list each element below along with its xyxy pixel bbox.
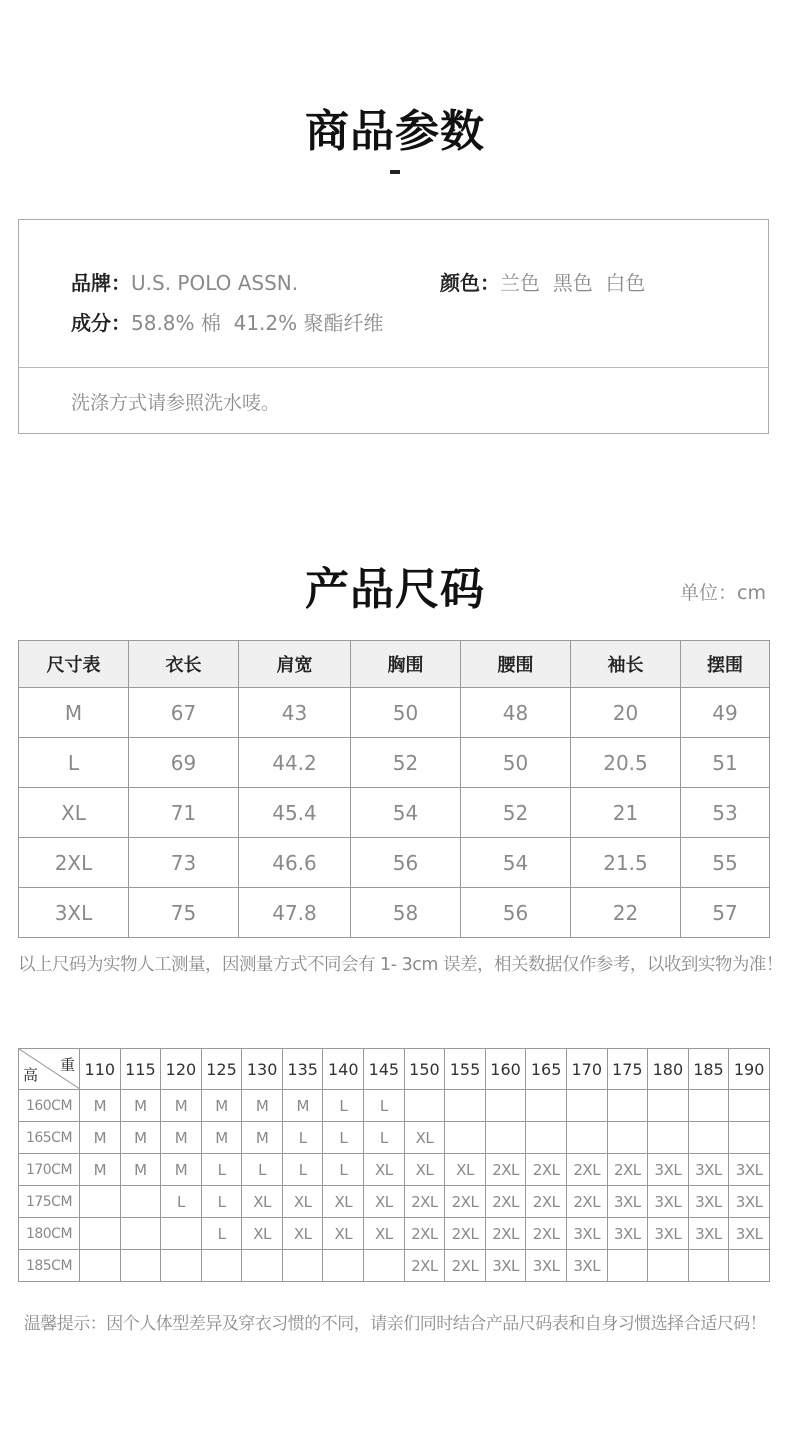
fit-size-cell: XL xyxy=(242,1186,283,1218)
fit-size-cell: M xyxy=(282,1090,323,1122)
fit-size-cell: XL xyxy=(404,1154,445,1186)
fit-size-cell: XL xyxy=(445,1154,486,1186)
size-row xyxy=(19,688,770,738)
fit-size-cell: M xyxy=(80,1090,121,1122)
color-row xyxy=(440,267,645,296)
size-value-cell: 43 xyxy=(239,688,351,738)
weight-header-cell: 150 xyxy=(404,1049,445,1090)
size-value-cell: 67 xyxy=(129,688,239,738)
fit-size-cell xyxy=(526,1122,567,1154)
size-value-cell: 58 xyxy=(351,888,461,938)
size-value-cell: 56 xyxy=(351,838,461,888)
color-value: 兰色 黑色 白色 xyxy=(500,271,646,295)
fit-row xyxy=(19,1154,770,1186)
size-value-cell: 73 xyxy=(129,838,239,888)
size-header-cell: 摆围 xyxy=(681,641,770,688)
weight-header-cell: 175 xyxy=(607,1049,648,1090)
material-row xyxy=(71,307,384,336)
height-label-cell: 175CM xyxy=(19,1186,80,1218)
params-box xyxy=(18,219,769,434)
fit-size-cell xyxy=(242,1250,283,1282)
fit-size-cell: 2XL xyxy=(445,1250,486,1282)
size-value-cell: 75 xyxy=(129,888,239,938)
fit-size-cell xyxy=(485,1090,526,1122)
fit-size-cell: 2XL xyxy=(485,1154,526,1186)
size-value-cell: 21 xyxy=(571,788,681,838)
fit-size-cell xyxy=(323,1250,364,1282)
fit-size-cell xyxy=(485,1122,526,1154)
weight-header-cell: 115 xyxy=(120,1049,161,1090)
size-row xyxy=(19,888,770,938)
fit-size-cell xyxy=(688,1122,729,1154)
weight-header-cell: 160 xyxy=(485,1049,526,1090)
fit-size-cell xyxy=(404,1090,445,1122)
size-row xyxy=(19,788,770,838)
weight-header-row xyxy=(19,1049,770,1090)
fit-size-cell: XL xyxy=(364,1186,405,1218)
brand-value: U.S. POLO ASSN. xyxy=(131,271,299,295)
fit-size-cell: 3XL xyxy=(607,1218,648,1250)
size-header-cell: 肩宽 xyxy=(239,641,351,688)
params-title: 商品参数 xyxy=(305,106,485,157)
fit-size-cell: L xyxy=(282,1154,323,1186)
fit-size-cell: 3XL xyxy=(485,1250,526,1282)
weight-header-cell: 125 xyxy=(201,1049,242,1090)
fit-size-cell: XL xyxy=(364,1154,405,1186)
size-header-cell: 袖长 xyxy=(571,641,681,688)
fit-size-cell: XL xyxy=(323,1186,364,1218)
fit-size-cell: 2XL xyxy=(566,1154,607,1186)
fit-size-cell xyxy=(688,1090,729,1122)
fit-size-cell: L xyxy=(282,1122,323,1154)
fit-size-cell xyxy=(648,1122,689,1154)
fit-size-cell xyxy=(648,1250,689,1282)
fit-size-cell: 3XL xyxy=(648,1186,689,1218)
fit-size-cell: M xyxy=(120,1154,161,1186)
size-value-cell: 21.5 xyxy=(571,838,681,888)
fit-size-cell: 2XL xyxy=(404,1250,445,1282)
height-label-cell: 170CM xyxy=(19,1154,80,1186)
size-value-cell: 51 xyxy=(681,738,770,788)
fit-size-cell: L xyxy=(323,1090,364,1122)
corner-header-cell xyxy=(19,1049,80,1090)
fit-tip: 温馨提示：因个人体型差异及穿衣习惯的不同，请亲们同时结合产品尺码表和自身习惯选择合适尺码！ xyxy=(23,1314,767,1334)
corner-weight-label: 重 xyxy=(59,1056,75,1074)
fit-size-cell xyxy=(729,1250,770,1282)
weight-header-cell: 140 xyxy=(323,1049,364,1090)
title-dash-divider xyxy=(390,170,400,174)
size-value-cell: 55 xyxy=(681,838,770,888)
color-label: 颜色： xyxy=(440,271,500,295)
fit-size-cell xyxy=(201,1250,242,1282)
size-value-cell: 57 xyxy=(681,888,770,938)
fit-size-cell: L xyxy=(201,1154,242,1186)
fit-size-cell xyxy=(282,1250,323,1282)
size-value-cell: 48 xyxy=(461,688,571,738)
size-row xyxy=(19,838,770,888)
fit-size-cell: M xyxy=(201,1122,242,1154)
fit-size-cell: 3XL xyxy=(648,1154,689,1186)
size-table-header xyxy=(19,641,770,688)
size-label-cell: L xyxy=(19,738,129,788)
fit-row xyxy=(19,1186,770,1218)
fit-size-cell: 3XL xyxy=(566,1250,607,1282)
weight-header-cell: 110 xyxy=(80,1049,121,1090)
fit-size-cell: 2XL xyxy=(566,1186,607,1218)
weight-header-cell: 135 xyxy=(282,1049,323,1090)
fit-row xyxy=(19,1218,770,1250)
size-value-cell: 52 xyxy=(351,738,461,788)
fit-size-cell: 3XL xyxy=(729,1154,770,1186)
fit-size-cell: 3XL xyxy=(688,1218,729,1250)
fit-size-cell xyxy=(688,1250,729,1282)
fit-size-cell xyxy=(80,1250,121,1282)
size-value-cell: 50 xyxy=(461,738,571,788)
fit-size-cell xyxy=(607,1250,648,1282)
fit-size-cell xyxy=(607,1090,648,1122)
size-value-cell: 47.8 xyxy=(239,888,351,938)
corner-height-label: 高 xyxy=(23,1066,39,1084)
fit-size-cell: M xyxy=(80,1154,121,1186)
fit-size-cell: XL xyxy=(282,1186,323,1218)
brand-row xyxy=(71,267,298,296)
fit-size-cell: L xyxy=(201,1218,242,1250)
size-value-cell: 54 xyxy=(351,788,461,838)
fit-size-cell: 2XL xyxy=(445,1218,486,1250)
size-value-cell: 22 xyxy=(571,888,681,938)
fit-size-cell xyxy=(80,1218,121,1250)
fit-size-cell: M xyxy=(242,1090,283,1122)
fit-size-cell: L xyxy=(364,1090,405,1122)
fit-size-cell: M xyxy=(120,1090,161,1122)
size-value-cell: 46.6 xyxy=(239,838,351,888)
fit-size-cell: 2XL xyxy=(485,1186,526,1218)
fit-size-cell: 2XL xyxy=(526,1218,567,1250)
size-value-cell: 50 xyxy=(351,688,461,738)
fit-size-cell xyxy=(445,1090,486,1122)
size-value-cell: 71 xyxy=(129,788,239,838)
fit-row xyxy=(19,1090,770,1122)
size-label-cell: 2XL xyxy=(19,838,129,888)
fit-size-cell: 3XL xyxy=(648,1218,689,1250)
fit-size-cell: M xyxy=(120,1122,161,1154)
fit-size-cell: 2XL xyxy=(526,1186,567,1218)
height-label-cell: 160CM xyxy=(19,1090,80,1122)
fit-size-cell: XL xyxy=(282,1218,323,1250)
size-header-cell: 腰围 xyxy=(461,641,571,688)
fit-row xyxy=(19,1122,770,1154)
fit-size-cell: 2XL xyxy=(404,1186,445,1218)
fit-size-cell: XL xyxy=(242,1218,283,1250)
weight-header-cell: 165 xyxy=(526,1049,567,1090)
height-label-cell: 165CM xyxy=(19,1122,80,1154)
fit-size-cell: M xyxy=(161,1122,202,1154)
fit-size-cell xyxy=(729,1122,770,1154)
size-label-cell: 3XL xyxy=(19,888,129,938)
height-label-cell: 185CM xyxy=(19,1250,80,1282)
fit-size-cell: 3XL xyxy=(688,1186,729,1218)
fit-size-cell: M xyxy=(161,1090,202,1122)
fit-size-cell xyxy=(648,1090,689,1122)
wash-note: 洗涤方式请参照洗水唛。 xyxy=(71,392,281,414)
fit-size-cell: L xyxy=(242,1154,283,1186)
size-header-cell: 尺寸表 xyxy=(19,641,129,688)
size-label-cell: XL xyxy=(19,788,129,838)
fit-size-cell xyxy=(729,1090,770,1122)
weight-header-cell: 120 xyxy=(161,1049,202,1090)
height-label-cell: 180CM xyxy=(19,1218,80,1250)
material-value: 58.8% 棉 41.2% 聚酯纤维 xyxy=(131,311,384,335)
material-label: 成分： xyxy=(71,311,131,335)
size-title: 产品尺码 xyxy=(305,564,485,615)
size-value-cell: 45.4 xyxy=(239,788,351,838)
weight-header-cell: 145 xyxy=(364,1049,405,1090)
params-separator xyxy=(19,367,768,368)
size-value-cell: 53 xyxy=(681,788,770,838)
fit-size-cell: XL xyxy=(364,1218,405,1250)
fit-size-cell: M xyxy=(242,1122,283,1154)
fit-size-cell xyxy=(120,1186,161,1218)
fit-size-cell xyxy=(161,1250,202,1282)
fit-size-cell xyxy=(526,1090,567,1122)
fit-size-cell: 3XL xyxy=(729,1186,770,1218)
fit-size-cell xyxy=(566,1090,607,1122)
size-row xyxy=(19,738,770,788)
size-table xyxy=(18,640,770,938)
size-disclaimer: 以上尺码为实物人工测量，因测量方式不同会有 1- 3cm 误差，相关数据仅作参考，以收到实物为准！ xyxy=(18,955,783,975)
size-value-cell: 20.5 xyxy=(571,738,681,788)
fit-size-cell: M xyxy=(161,1154,202,1186)
height-weight-table xyxy=(18,1048,770,1282)
fit-size-cell xyxy=(566,1122,607,1154)
size-value-cell: 20 xyxy=(571,688,681,738)
fit-size-cell: L xyxy=(364,1122,405,1154)
fit-size-cell: 2XL xyxy=(485,1218,526,1250)
fit-size-cell: 3XL xyxy=(566,1218,607,1250)
fit-size-cell: 2XL xyxy=(404,1218,445,1250)
size-label-cell: M xyxy=(19,688,129,738)
fit-size-cell xyxy=(80,1186,121,1218)
fit-row xyxy=(19,1250,770,1282)
size-value-cell: 69 xyxy=(129,738,239,788)
unit-label: 单位：cm xyxy=(680,582,766,604)
fit-size-cell xyxy=(445,1122,486,1154)
fit-size-cell xyxy=(120,1250,161,1282)
fit-size-cell: 2XL xyxy=(526,1154,567,1186)
weight-header-cell: 130 xyxy=(242,1049,283,1090)
fit-size-cell: 3XL xyxy=(688,1154,729,1186)
fit-size-cell: XL xyxy=(404,1122,445,1154)
fit-size-cell: M xyxy=(201,1090,242,1122)
fit-size-cell: L xyxy=(201,1186,242,1218)
weight-header-cell: 190 xyxy=(729,1049,770,1090)
fit-size-cell: L xyxy=(161,1186,202,1218)
fit-size-cell: XL xyxy=(323,1218,364,1250)
fit-size-cell: L xyxy=(323,1154,364,1186)
fit-size-cell: 2XL xyxy=(445,1186,486,1218)
weight-header-cell: 170 xyxy=(566,1049,607,1090)
size-value-cell: 54 xyxy=(461,838,571,888)
fit-size-cell xyxy=(607,1122,648,1154)
fit-size-cell: 3XL xyxy=(729,1218,770,1250)
weight-header-cell: 155 xyxy=(445,1049,486,1090)
fit-size-cell xyxy=(364,1250,405,1282)
fit-size-cell: 2XL xyxy=(607,1154,648,1186)
fit-size-cell: L xyxy=(323,1122,364,1154)
size-value-cell: 56 xyxy=(461,888,571,938)
size-value-cell: 52 xyxy=(461,788,571,838)
fit-size-cell xyxy=(161,1218,202,1250)
weight-header-cell: 185 xyxy=(688,1049,729,1090)
brand-label: 品牌： xyxy=(71,271,131,295)
fit-size-cell: 3XL xyxy=(526,1250,567,1282)
fit-size-cell: 3XL xyxy=(607,1186,648,1218)
fit-size-cell: M xyxy=(80,1122,121,1154)
size-value-cell: 44.2 xyxy=(239,738,351,788)
size-value-cell: 49 xyxy=(681,688,770,738)
weight-header-cell: 180 xyxy=(648,1049,689,1090)
size-header-cell: 衣长 xyxy=(129,641,239,688)
size-header-cell: 胸围 xyxy=(351,641,461,688)
fit-size-cell xyxy=(120,1218,161,1250)
